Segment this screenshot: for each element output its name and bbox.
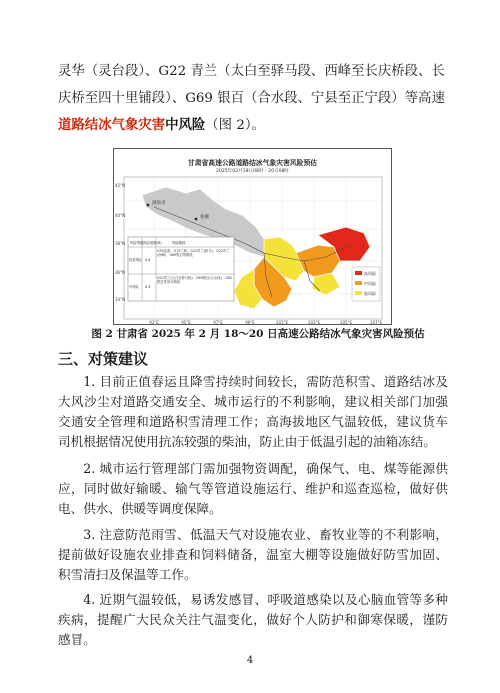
- lon-101: 101°E: [275, 320, 289, 324]
- city-jiuquan-marker: [147, 204, 150, 207]
- intro-highlight: 道路结冰气象灾害: [58, 117, 166, 133]
- lat-42: 42°N: [115, 183, 126, 188]
- map-legend: [352, 267, 380, 301]
- map-svg: [114, 149, 391, 324]
- city-zhangye-marker: [195, 218, 198, 221]
- lon-105: 105°E: [339, 320, 353, 324]
- intro-text-2: （图 2）。: [205, 118, 265, 133]
- lat-38: 38°N: [115, 241, 126, 246]
- risk-table: [128, 237, 234, 301]
- lon-103: 103°E: [307, 320, 321, 324]
- lon-labels: [149, 320, 382, 324]
- legend-label-mid: 中风险: [364, 281, 376, 286]
- table-row1-index: 0.4: [145, 258, 151, 262]
- legend-swatch-high: [355, 271, 362, 275]
- table-row1-roads: G30连霍、G75兰海、G22青兰(驿马)、G22青兰(西峰)、G69银百等路段: [157, 249, 230, 258]
- table-header-level: 风险等级: [130, 241, 144, 245]
- legend-label-low: 低风险: [364, 291, 376, 296]
- city-jiuquan-label: 酒泉市: [152, 201, 166, 206]
- legend-swatch-mid: [355, 281, 362, 285]
- table-row1-roads-wrap: [157, 249, 233, 273]
- lat-labels: [115, 183, 125, 302]
- section-title: 三、对策建议: [58, 350, 149, 368]
- region-east-low: [312, 273, 340, 295]
- lat-40: 40°N: [115, 213, 126, 218]
- legend-label-high: 高风险: [364, 271, 376, 276]
- city-zhangye-label: 张掖: [200, 215, 209, 220]
- intro-text-1: 灵华（灵台段）、G22 青兰（太白至驿马段、西峰至长庆桥段、长庆桥至四十里铺段）、G69 银百（合水段、宁县至正宁段）等高速: [58, 64, 445, 106]
- lat-36: 36°N: [115, 270, 126, 275]
- suggestion-paragraph-2: 2. 城市运行管理部门需加强物资调配，确保气、电、煤等能源供应，同时做好输暖、输气等管道设施运行、维护和巡查巡检，做好供电、供水、供暖等调度保障。: [58, 461, 448, 516]
- lon-95: 95°E: [181, 320, 191, 324]
- intro-risk-level: 中风险: [165, 117, 206, 133]
- table-row2-level: 中风险: [129, 285, 139, 289]
- table-header-index: 风险指数(R): [143, 241, 162, 245]
- suggestion-paragraph-3: 3. 注意防范雨雪、低温天气对设施农业、畜牧业等的不利影响，提前做好设施农业排查和饲料储备，温室大棚等设施做好防雪加固、积雪清扫及保温等工作。: [58, 527, 448, 582]
- lon-99: 99°E: [245, 320, 255, 324]
- table-row2-roads-wrap: [157, 276, 233, 300]
- table-header-roads: 风险路段: [172, 241, 186, 245]
- page-number: 4: [246, 655, 254, 666]
- suggestion-paragraph-4: 4. 近期气温较低，易诱发感冒、呼吸道感染以及心脑血管等多种疾病，提醒广大民众关注气温变化，做好个人防护和御寒保暖，谨防感冒。: [58, 592, 448, 647]
- map-subtitle: 2025年02月18日08时 - 20日08时: [215, 169, 290, 174]
- table-row2-roads: G22青兰(太白至驿马段)、G69银百(合水段)、G85银昆等部分路段: [157, 276, 232, 285]
- map-title: 甘肃省高速公路道路结冰气象灾害风险预估: [187, 159, 318, 167]
- table-row1-level: 较高风险: [129, 258, 142, 262]
- risk-map-figure: [113, 148, 392, 325]
- lat-34: 34°N: [115, 297, 126, 302]
- intro-paragraph: [58, 58, 448, 139]
- lon-93: 93°E: [149, 320, 159, 324]
- lon-97: 97°E: [213, 320, 223, 324]
- table-row2-index: 0.3: [145, 285, 151, 289]
- suggestion-paragraph-1: 1. 目前正值春运且降雪持续时间较长，需防范积雪、道路结冰及大风沙尘对道路交通安全、城市运行的不利影响，建议相关部门加强交通安全管理和道路积雪清理工作；高海拔地区气温较低，建议货车司机根据情况使用抗冻较强的柴油，防止由于低温引起的油箱冻结。: [58, 374, 448, 449]
- lon-107: 107°E: [369, 320, 383, 324]
- figure-caption: 图 2 甘肃省 2025 年 2 月 18～20 日高速公路结冰气象灾害风险预估: [91, 328, 425, 340]
- legend-swatch-low: [355, 291, 362, 295]
